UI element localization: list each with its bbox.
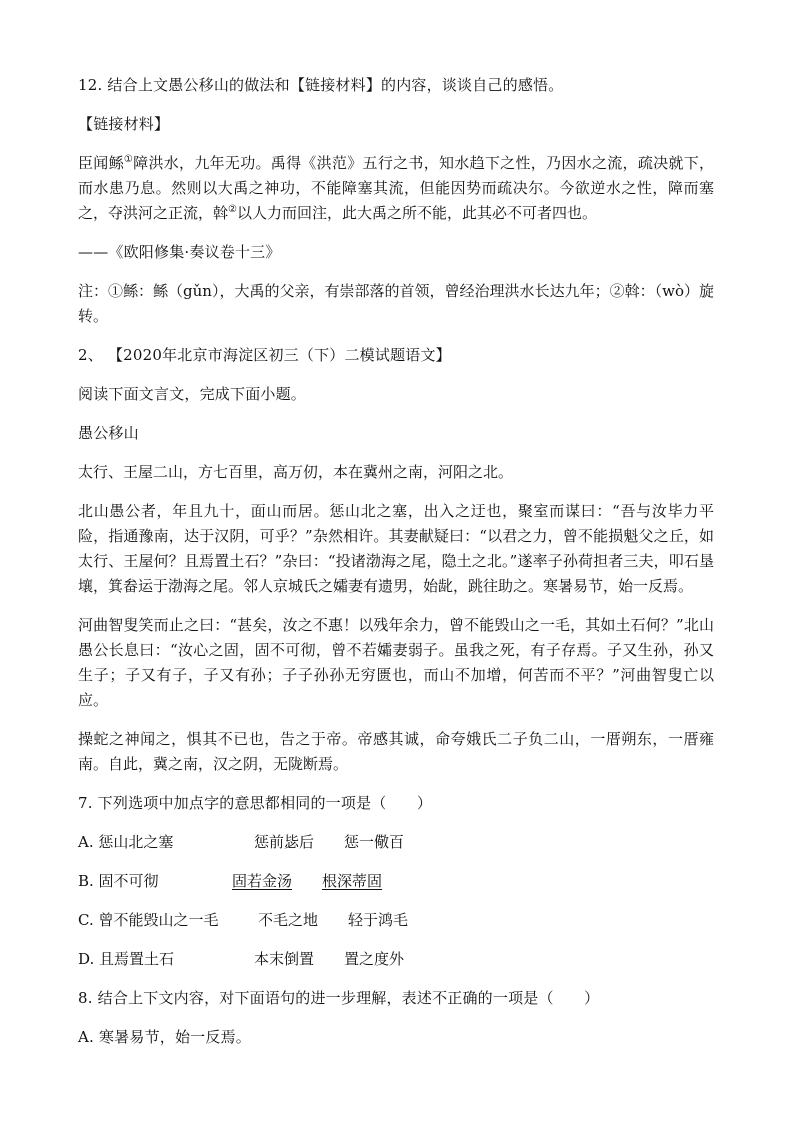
option-d-compare-2: 置之度外: [344, 950, 405, 968]
passage-paragraph-2: 北山愚公者，年且九十，面山而居。惩山北之塞，出入之迂也，聚室而谋曰：“吾与汝毕力平险，指通豫南，达于汉阴，可乎？”杂然相许。其妻献疑曰：“以君之力，曾不能损魁父之丘，如太行、王屋何？且焉置土石？”杂曰：“投诸渤海之尾，隐土之北。”遂率子孙荷担者三夫，叩石垦壤，箕畚运于渤海之尾。邻人京城氏之孀妻有遗男，始龀，跳往助之。寒暑易节，始一反焉。: [78, 502, 714, 595]
option-b-compare-2: 根深蒂固: [322, 872, 383, 890]
material-notes: 注：①鲧：鲧（gǔn），大禹的父亲，有崇部落的首领，曾经治理洪水长达九年；②斡：（wò）旋转。: [78, 282, 714, 325]
material-part-2: 障洪水，九年无功。禹得《洪范》五行之书，知水趋下之性，乃因水之流，疏决就下，而水患乃息。然则以大禹之神功，不能障塞其流，但能因势而疏决尔。今欲逆水之性，障而塞之，夺洪河之正流，斡: [78, 154, 714, 222]
option-a-source: A. 惩山北之塞: [78, 833, 174, 851]
option-a-compare-1: 惩前毖后: [254, 833, 315, 851]
link-material-text: [78, 151, 714, 226]
option-d-compare-1: 本末倒置: [254, 950, 315, 968]
option-a-compare-2: 惩一儆百: [344, 833, 405, 851]
option-d-source: D. 且焉置土石: [78, 950, 175, 968]
passage-paragraph-3: 河曲智叟笑而止之曰：“甚矣，汝之不惠！以残年余力，曾不能毁山之一毛，其如土石何？”北山愚公长息曰：“汝心之固，固不可彻，曾不若孀妻弱子。虽我之死，有子存焉。子又生孙，孙又生子；子又有子，子又有孙；子子孙孙无穷匮也，而山不加增，何苦而不平？”河曲智叟亡以应。: [78, 616, 714, 709]
material-part-3: 以人力而回注，此大禹之所不能，此其必不可者四也。: [236, 204, 597, 222]
material-part-1: 臣闻鲧: [78, 154, 124, 172]
option-c-source: C. 曾不能毁山之一毛: [78, 911, 219, 929]
footnote-mark-1: ①: [123, 154, 134, 165]
footnote-mark-2: ②: [228, 204, 237, 215]
question-12: 12. 结合上文愚公移山的做法和【链接材料】的内容，谈谈自己的感悟。: [78, 76, 564, 94]
passage-title: 愚公移山: [78, 424, 139, 442]
q7-option-d: [78, 947, 714, 972]
q8-option-a: A. 寒暑易节，始一反焉。: [78, 1028, 251, 1046]
q7-option-a: [78, 830, 714, 855]
option-b-source: B. 固不可彻: [78, 872, 159, 890]
option-c-compare-2: 轻于鸿毛: [348, 911, 409, 929]
passage-paragraph-1: 太行、王屋二山，方七百里，高万仞，本在冀州之南，河阳之北。: [78, 463, 514, 481]
q7-option-c: [78, 908, 714, 933]
q7-option-b: [78, 869, 714, 894]
option-c-compare-1: 不毛之地: [258, 911, 319, 929]
option-b-compare-1: 固若金汤: [232, 872, 293, 890]
question-7: 7. 下列选项中加点字的意思都相同的一项是（ ）: [78, 794, 433, 812]
reading-instruction: 阅读下面文言文，完成下面小题。: [78, 385, 307, 403]
question-8: 8. 结合上下文内容，对下面语句的进一步理解，表述不正确的一项是（ ）: [78, 989, 600, 1007]
passage-paragraph-4: 操蛇之神闻之，惧其不已也，告之于帝。帝感其诚，命夸娥氏二子负二山，一厝朔东，一厝雍南。自此，冀之南，汉之阴，无陇断焉。: [78, 730, 714, 773]
section-heading: 2、 【2020年北京市海淀区初三（下）二模试题语文】: [78, 346, 451, 364]
link-material-title: 【链接材料】: [78, 115, 170, 133]
material-source: ——《欧阳修集·奏议卷十三》: [78, 243, 281, 261]
